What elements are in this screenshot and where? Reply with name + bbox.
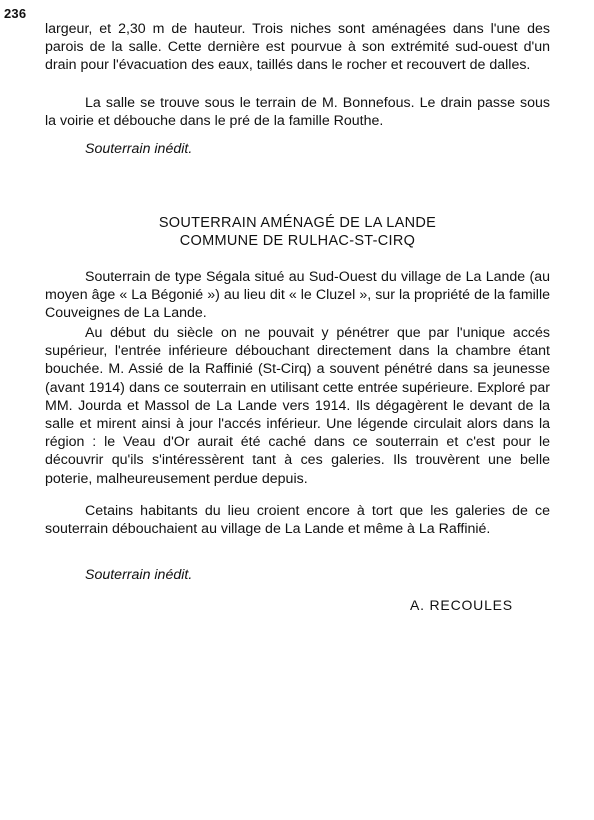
bottom-note-text: Souterrain inédit.: [85, 567, 193, 583]
page-number: 236: [4, 6, 27, 21]
top-paragraph-1: [45, 20, 550, 75]
top-note-text: Souterrain inédit.: [85, 141, 193, 157]
author-signature: A. RECOULES: [410, 597, 513, 613]
bottom-paragraph-2: [45, 324, 550, 488]
bottom-paragraph-1-text: Souterrain de type Ségala situé au Sud-Ouest du village de La Lande (au moyen âge « La Bégonié ») au lieu dit « le Cluzel », sur la propriété de la famille Couveignes de La Lande.: [45, 269, 550, 322]
top-note: [45, 140, 550, 158]
top-paragraph-2-text: La salle se trouve sous le terrain de M. Bonnefous. Le drain passe sous la voirie et débouche dans le pré de la famille Routhe.: [45, 95, 550, 130]
bottom-paragraph-2-text: Au début du siècle on ne pouvait y pénétrer que par l'unique accés supérieur, l'entrée inférieure débouchant directement dans la chambre étant bouchée. M. Assié de la Raffinié (St-Cirq) a souvent pénétré dans sa jeunesse (avant 1914) dans ce souterrain en utilisant cette entrée supérieure. Exploré par MM. Jourda et Massol de La Lande vers 1914. Ils dégagèrent le devant de la salle et mirent ainsi à jour l'accés inférieur. Une légende circulait alors dans la région : le Veau d'Or aurait été caché dans ce souterrain et c'est pour le découvrir qu'ils s'intéressèrent tant à ces galeries. Ils trouvèrent une belle poterie, malheureusement perdue depuis.: [45, 325, 550, 487]
bottom-paragraph-3-text: Cetains habitants du lieu croient encore à tort que les galeries de ce souterrain débouchaient au village de La Lande et même à La Raffinié.: [45, 503, 550, 538]
section-heading-line-2: COMMUNE DE RULHAC-ST-CIRQ: [179, 233, 416, 249]
bottom-note: [45, 566, 550, 584]
bottom-paragraph-1: [45, 268, 550, 323]
top-paragraph-1-text: largeur, et 2,30 m de hauteur. Trois niches sont aménagées dans l'une des parois de la salle. Cette dernière est pourvue à son extrémité sud-ouest d'un drain pour l'évacuation des eaux, taillés dans le rocher et recouvert de dalles.: [45, 21, 550, 74]
section-heading-line-1: SOUTERRAIN AMÉNAGÉ DE LA LANDE: [158, 215, 437, 231]
bottom-paragraph-3: [45, 502, 550, 538]
top-paragraph-2: [45, 94, 550, 130]
